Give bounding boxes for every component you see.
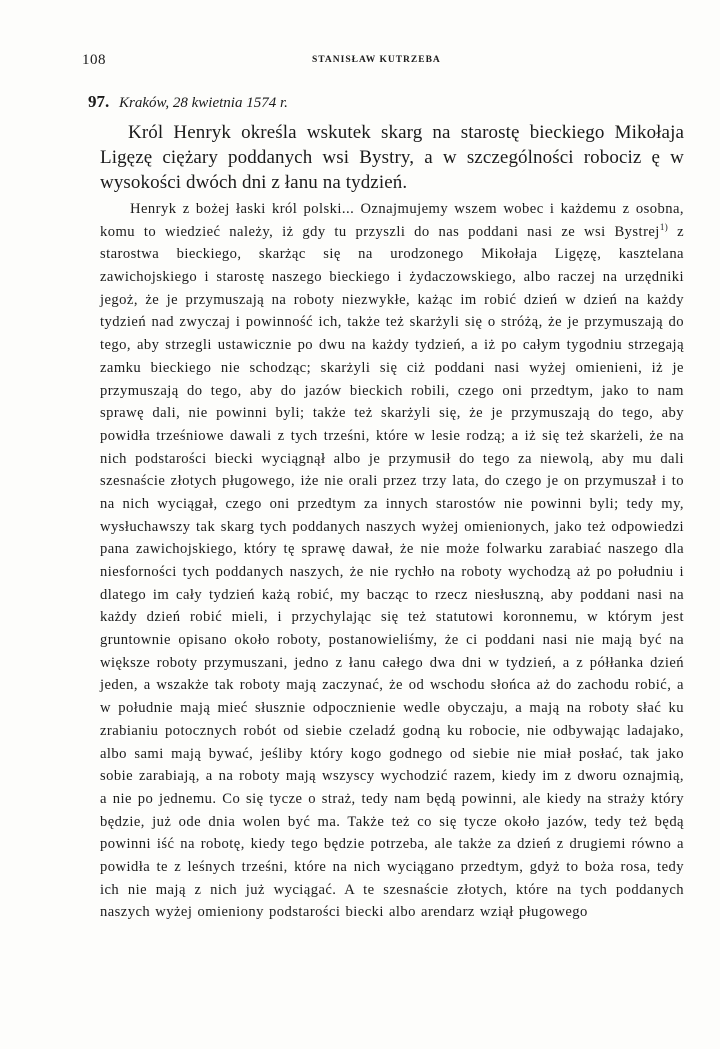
document-summary: Król Henryk określa wskutek skarg na starostę bieckiego Mikołaja Ligęzę ciężary poddanych wsi Bystry, a w szczególności robociz ę w wysokości dwóch dni z łanu na tydzień. <box>100 122 684 193</box>
running-head: STANISŁAW KUTRZEBA <box>312 55 441 65</box>
document-heading <box>88 92 288 112</box>
body-text-part-1: Henryk z bożej łaski król polski... Oznajmujemy wszem wobec i każdemu z osobna, komu to wiedzieć należy, iż gdy tu przyszli do nas poddani nasi ze wsi Bystrej <box>100 201 684 240</box>
footnote-marker: 1) <box>659 221 669 232</box>
page-header <box>82 52 684 72</box>
body-text-part-2: z starostwa bieckiego, skarżąc się na urodzonego Mikołaja Ligęzę, kasztelana zawichojskiego i starostę naszego bieckiego i żydaczowskiego, albo raczej na urzędniki jegoż, że je przymuszają na roboty niezwykłe, każąc im robić dzień w dzień na każdy tydzień nad zwyczaj i powinność ich, także też skarżyli się o stróżą, że je przymuszają do tego, aby strzegli ustawicznie po dwu na każdy tydzień, a iż po całym tygodniu strzegają zamku bieckiego nie schodząc; skarżyli się ciż poddani nasi wyżej omienieni, iż je przymuszają do tego, aby do jazów bieckich robili, czego oni przedtym, jako to nam sprawę dali, nie powinni byli; także też skarżyli się, że je przymuszają do tego, aby powidła trześniowe dawali z tych trześni, które w lesie rodzą; a iż się też skarżeli, że na nich podstarości biecki wyciągnął albo je przymusił do tego za niewolą, aby mu dali szesnaście złotych pługowego, iże nie orali przez trzy lata, do czego je on przymuszał i to na nich wyciągał, czego oni przedtym za innych starostów nie powinni byli; tedy my, wysłuchawszy tak skarg tych poddanych naszych wyżej omienionych, jako też odpowiedzi pana zawichojskiego, który tę sprawę dawał, że nie może folwarku zarabiać naszego dla niesforności tych poddanych naszych, że nie rychło na roboty wychodzą aż po południu i dlatego im cały tydzień każą robić, my bacząc to rzecz niesłuszną, aby poddani nasi na każdy dzień robić mieli, i przychylając się też statutowi koronnemu, w którym jest gruntownie opisano około roboty, postanowieliśmy, że ci poddani nasi nie mają być na większe roboty przymuszani, jedno z łanu całego dwa dni w tydzień, a z półłanka dzień jeden, a wszakże tak roboty mają zaczynać, że od wschodu słońca aż do zachodu robić, a w południe mają mieć słusznie odpocznienie wedle obyczaju, a mają na roboty słać ku zrabianiu potocznych robót od siebie czeladź godną ku robocie, nie odbywając ladajako, albo sami mają bywać, jeśliby który kogo godnego od siebie nie miał posłać, tak jako sobie zarabiają, a na roboty mają wszyscy wychodzić razem, kiedy im z dworu oznajmią, a nie po jednemu. Co się tycze o straż, tedy nam będą powinni, ale kiedy na straży który będzie, już ode dnia wolen być ma. Także też co się tycze około jazów, tedy też będą powinni iść na robotę, kiedy tego będzie potrzeba, ale także za dzień z drugiemi równo a powidła te z leśnych trześni, które na nich wyciągano przedtym, gdyż to boża rosa, tedy ich nie mają z nich już wyciągać. A te szesnaście złotych, które na tych poddanych naszych wyżej omieniony podstarości biecki albo arendarz wziął pługowego <box>100 223 684 921</box>
page-number: 108 <box>82 52 106 68</box>
document-number: 97. <box>88 92 110 111</box>
document-body-text <box>100 198 684 924</box>
document-place-date: Kraków, 28 kwietnia 1574 r. <box>119 95 288 111</box>
